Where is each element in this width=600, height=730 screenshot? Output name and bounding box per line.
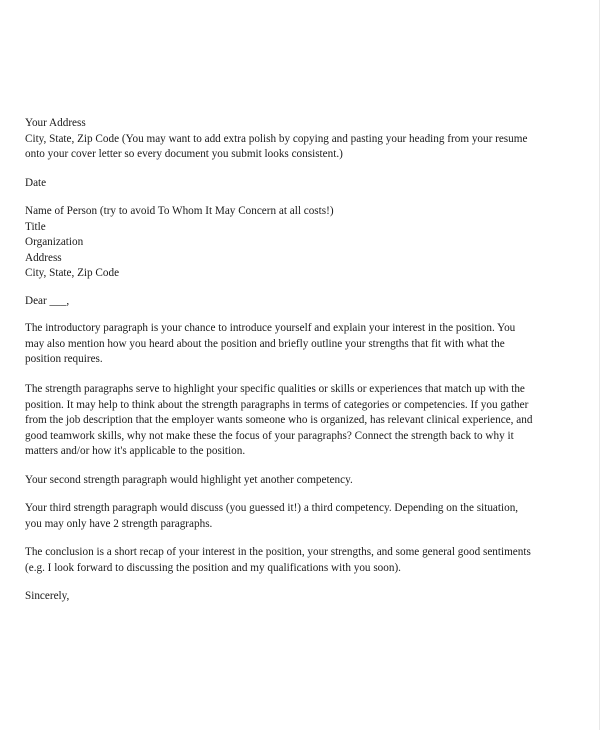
paragraph-line: The conclusion is a short recap of your interest in the position, your strengths, and some general good sentiments — [25, 546, 531, 558]
paragraph-line: may also mention how you heard about the position and briefly outline your strengths that fit with what the — [25, 337, 505, 350]
strength-paragraph — [25, 382, 573, 460]
recipient-organization: Organization — [25, 236, 84, 249]
intro-paragraph — [25, 321, 573, 368]
third-strength-paragraph — [25, 501, 573, 532]
paragraph-line: you may only have 2 strength paragraphs. — [25, 517, 213, 530]
sender-city-line-1: City, State, Zip Code (You may want to add extra polish by copying and pasting your heading from your resume — [25, 132, 528, 145]
closing-text: Sincerely, — [25, 590, 70, 602]
salutation — [25, 294, 573, 310]
sender-address: Your Address — [25, 117, 86, 129]
paragraph-line: (e.g. I look forward to discussing the position and my qualifications with you soon). — [25, 561, 401, 574]
recipient-city: City, State, Zip Code — [25, 267, 120, 280]
sender-city-line-2: onto your cover letter so every document you submit looks consistent.) — [25, 148, 343, 161]
paragraph-line: good teamwork skills, why not make these the focus of your paragraphs? Connect the strength back to why it — [25, 429, 514, 442]
paragraph-line: The introductory paragraph is your chance to introduce yourself and explain your interest in the position. You — [25, 322, 516, 334]
conclusion-paragraph — [25, 545, 573, 576]
paragraph-line: The strength paragraphs serve to highlight your specific qualities or skills or experiences that match up with the — [25, 383, 525, 395]
paragraph-line: position requires. — [25, 353, 103, 366]
second-strength-paragraph — [25, 473, 573, 489]
paragraph-line: Your third strength paragraph would discuss (you guessed it!) a third competency. Depending on the situation, — [25, 502, 519, 514]
salutation-text: Dear ___, — [25, 295, 70, 307]
recipient-name: Name of Person (try to avoid To Whom It May Concern at all costs!) — [25, 205, 334, 217]
letter-date: Date — [25, 177, 47, 189]
paragraph-line: Your second strength paragraph would highlight yet another competency. — [25, 474, 353, 486]
paragraph-line: matters and/or how it's applicable to the position. — [25, 445, 246, 458]
sender-heading — [25, 116, 573, 163]
paragraph-line: position. It may help to think about the strength paragraphs in terms of categories or competencies. If you gather — [25, 398, 529, 411]
recipient-block — [25, 204, 573, 282]
date-line — [25, 176, 573, 192]
closing — [25, 589, 573, 605]
recipient-title: Title — [25, 220, 46, 233]
recipient-address: Address — [25, 251, 62, 264]
paragraph-line: from the job description that the employer wants someone who is organized, has relevant clinical experience, and — [25, 414, 533, 427]
